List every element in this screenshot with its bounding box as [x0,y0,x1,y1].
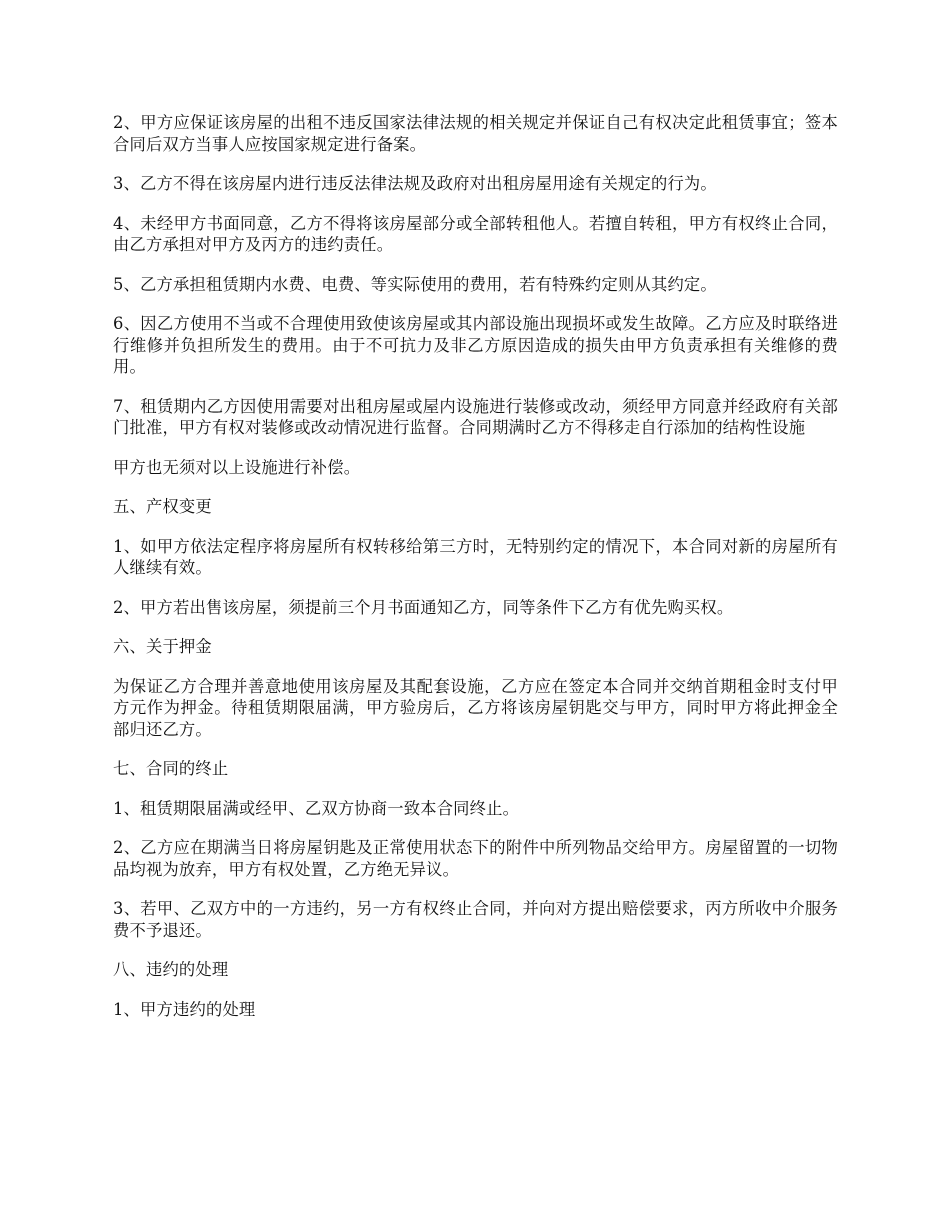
clause-paragraph: 为保证乙方合理并善意地使用该房屋及其配套设施，乙方应在签定本合同并交纳首期租金时支付甲方元作为押金。待租赁期限届满，甲方验房后，乙方将该房屋钥匙交与甲方，同时甲方将此押金全部归还乙方。 [113,676,838,739]
clause-paragraph: 4、未经甲方书面同意，乙方不得将该房屋部分或全部转租他人。若擅自转租，甲方有权终止合同，由乙方承担对甲方及丙方的违约责任。 [113,213,838,254]
section-heading: 五、产权变更 [113,497,212,516]
clause-paragraph: 7、租赁期内乙方因使用需要对出租房屋或屋内设施进行装修或改动，须经甲方同意并经政府有关部门批准，甲方有权对装修或改动情况进行监督。合同期满时乙方不得移走自行添加的结构性设施 [113,396,838,437]
clause-paragraph: 1、租赁期限届满或经甲、乙双方协商一致本合同终止。 [113,798,520,818]
clause-paragraph: 1、甲方违约的处理 [113,999,256,1019]
section-heading: 七、合同的终止 [113,759,229,778]
clause-paragraph: 2、乙方应在期满当日将房屋钥匙及正常使用状态下的附件中所列物品交给甲方。房屋留置的一切物品均视为放弃，甲方有权处置，乙方绝无异议。 [113,838,838,879]
clause-paragraph: 1、如甲方依法定程序将房屋所有权转移给第三方时，无特别约定的情况下，本合同对新的房屋所有人继续有效。 [113,536,838,577]
section-heading: 八、违约的处理 [113,960,229,979]
clause-paragraph: 3、若甲、乙双方中的一方违约，另一方有权终止合同，并向对方提出赔偿要求，丙方所收中介服务费不予退还。 [113,899,838,940]
clause-paragraph: 6、因乙方使用不当或不合理使用致使该房屋或其内部设施出现损坏或发生故障。乙方应及时联络进行维修并负担所发生的费用。由于不可抗力及非乙方原因造成的损失由甲方负责承担有关维修的费用。 [113,314,838,376]
document-body [113,112,838,1038]
clause-paragraph: 3、乙方不得在该房屋内进行违反法律法规及政府对出租房屋用途有关规定的行为。 [113,174,717,193]
clause-paragraph: 2、甲方应保证该房屋的出租不违反国家法律法规的相关规定并保证自己有权决定此租赁事宜；签本合同后双方当事人应按国家规定进行备案。 [113,113,838,154]
clause-paragraph: 甲方也无须对以上设施进行补偿。 [113,457,361,477]
clause-paragraph: 5、乙方承担租赁期内水费、电费、等实际使用的费用，若有特殊约定则从其约定。 [113,274,717,294]
section-heading: 六、关于押金 [113,637,212,656]
clause-paragraph: 2、甲方若出售该房屋，须提前三个月书面通知乙方，同等条件下乙方有优先购买权。 [113,597,734,617]
